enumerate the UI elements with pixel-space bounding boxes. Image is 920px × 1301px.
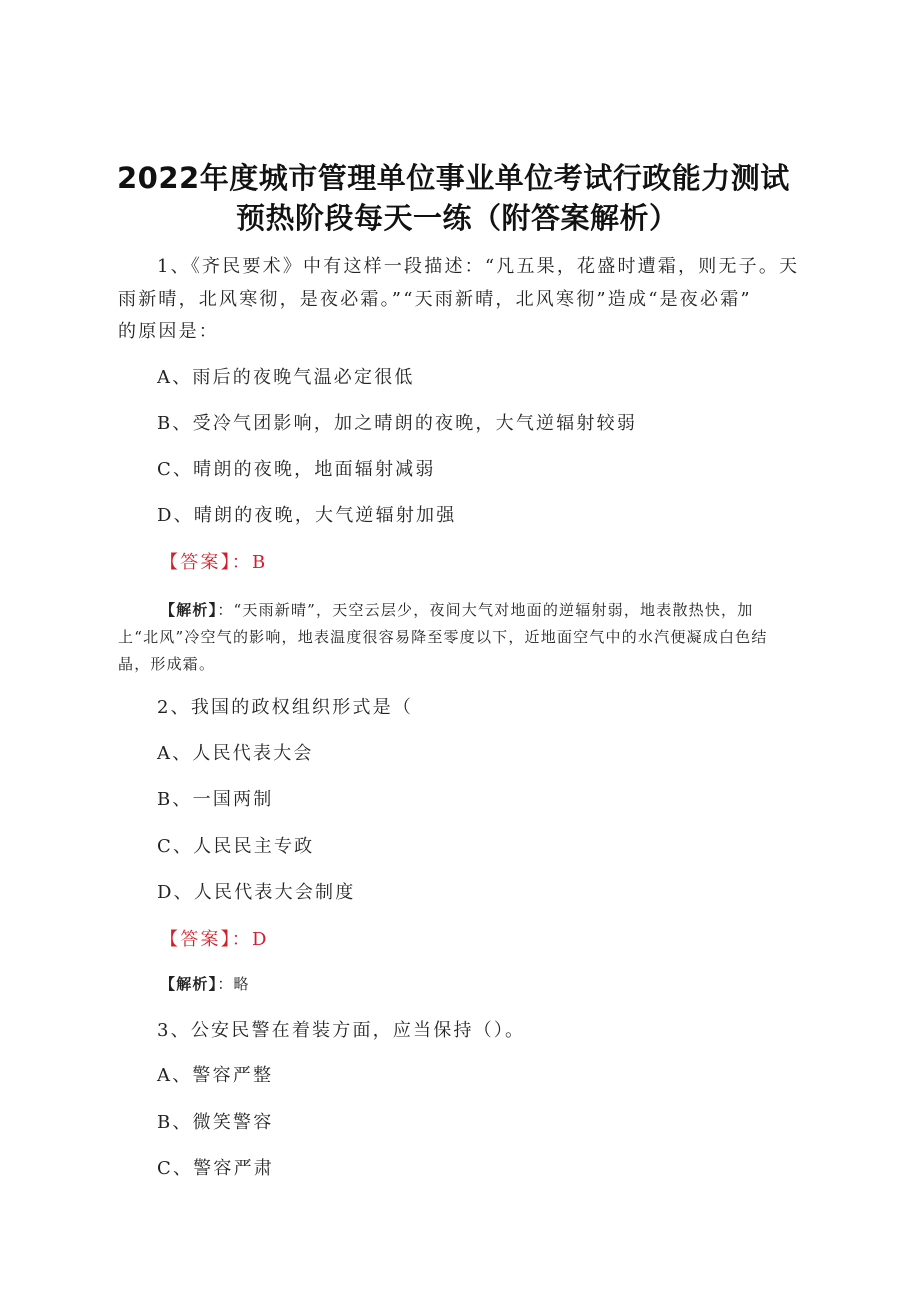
option-c: C、人民民主专政 (157, 836, 315, 857)
option-b: B、微笑警容 (157, 1112, 274, 1133)
answer-value: D (252, 929, 269, 950)
option-a: A、雨后的夜晚气温必定很低 (157, 367, 415, 388)
question-stem: 2、我国的政权组织形式是（ (157, 697, 414, 718)
option-b: B、一国两制 (157, 789, 274, 810)
title-line-2: 预热阶段每天一练（附答案解析） (236, 201, 679, 235)
analysis-text: ：“天雨新晴”，天空云层少，夜间大气对地面的逆辐射弱，地表散热快，加 (217, 601, 754, 619)
analysis-text: 晶，形成霜。 (118, 655, 216, 673)
answer-value: B (252, 552, 268, 573)
option-b: B、受冷气团影响，加之晴朗的夜晚，大气逆辐射较弱 (157, 413, 638, 434)
analysis-label: 【解析】 (160, 975, 218, 993)
analysis-line (160, 600, 753, 620)
question-stem: 雨新晴，北风寒彻，是夜必霜。”“天雨新晴，北风寒彻”造成“是夜必霜” (118, 289, 752, 310)
answer-label: 【答案】： (160, 552, 252, 573)
option-d: D、人民代表大会制度 (157, 882, 356, 903)
answer (160, 928, 269, 952)
option-d: D、晴朗的夜晚，大气逆辐射加强 (157, 505, 457, 526)
analysis-text: 上“北风”冷空气的影响，地表温度很容易降至零度以下，近地面空气中的水汽便凝成白色结 (118, 628, 768, 646)
option-c: C、警容严肃 (157, 1158, 274, 1179)
answer (160, 551, 267, 575)
option-c: C、晴朗的夜晚，地面辐射减弱 (157, 459, 436, 480)
question-stem: 1、《齐民要术》中有这样一段描述：“凡五果，花盛时遭霜，则无子。天 (157, 256, 800, 277)
analysis-line (160, 974, 250, 994)
option-a: A、警容严整 (157, 1065, 274, 1086)
question-stem: 3、公安民警在着装方面，应当保持（）。 (157, 1020, 526, 1041)
analysis-label: 【解析】 (160, 601, 218, 619)
title-line-1: 2022年度城市管理单位事业单位考试行政能力测试 (117, 161, 790, 195)
question-stem: 的原因是： (118, 321, 219, 342)
analysis-text: ：略 (217, 975, 250, 993)
option-a: A、人民代表大会 (157, 743, 314, 764)
answer-label: 【答案】： (160, 929, 252, 950)
